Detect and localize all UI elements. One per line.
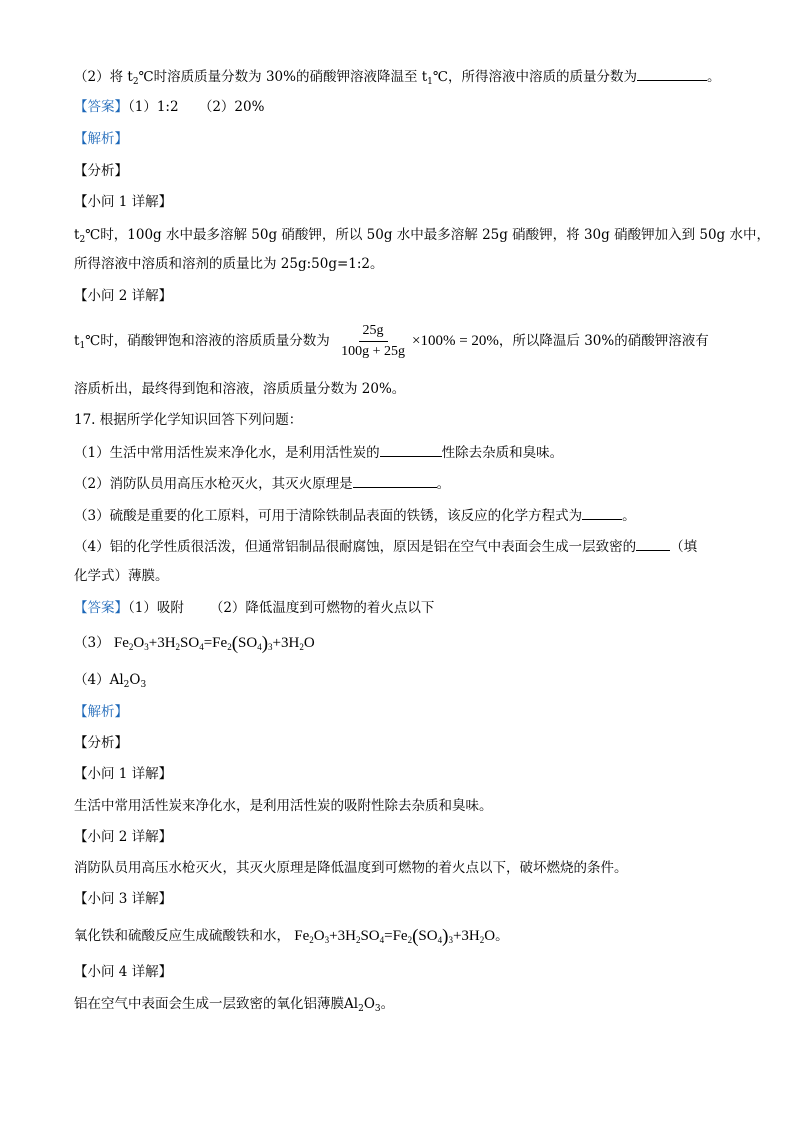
sub4-tag: 【小问 4 详解】 [74, 964, 173, 980]
answer17-al2o3: $(4)Al_2O_3$ [74, 672, 147, 690]
analysis-tag: 【分析】 [74, 163, 128, 179]
q17-part2: （2）消防队员用高压水枪灭火，其灭火原理是 。 [74, 473, 450, 494]
answer-tag: 【答案】 [74, 99, 128, 115]
sub1-tag: 【小问 1 详解】 [74, 194, 173, 210]
q17-part1: （1）生活中常用活性炭来净化水，是利用活性炭的 性除去杂质和臭味。 [74, 442, 563, 463]
sub1-tag: 【小问 1 详解】 [74, 766, 173, 782]
chemical-equation: $Fe_2O_3+3H_2SO_4=Fe_2(SO_4)_3+3H_2O$ [294, 926, 496, 947]
answer-blank [582, 505, 622, 520]
explain-tag: 【解析】 [74, 704, 128, 720]
q17-detail3: 氧化铁和硫酸反应生成硫酸铁和水， $Fe_2O_3+3H_2SO_4=Fe_2(SO_4)_3+3H_2O$。 [74, 926, 509, 947]
sub2-tag: 【小问 2 详解】 [74, 829, 173, 845]
q17-detail2: 消防队员用高压水枪灭火，其灭火原理是降低温度到可燃物的着火点以下，破坏燃烧的条件。 [74, 860, 628, 876]
sub2-tag: 【小问 2 详解】 [74, 288, 173, 304]
q17-part3: （3）硫酸是重要的化工原料，可用于清除铁制品表面的铁锈，该反应的化学方程式为 。 [74, 505, 636, 526]
q17-part4-line2: 化学式）薄膜。 [74, 568, 169, 584]
explain-tag: 【解析】 [74, 131, 128, 147]
sub3-tag: 【小问 3 详解】 [74, 891, 173, 907]
answer-blank [637, 66, 707, 81]
chemical-equation: $Fe_2O_3+3H_2SO_4=Fe_2(SO_4)_3+3H_2O$ [113, 633, 315, 654]
q17-part4-line1: （4）铝的化学性质很活泼，但通常铝制品很耐腐蚀，原因是铝在空气中表面会生成一层致密的 （填 [74, 536, 697, 557]
answer-blank [353, 473, 437, 488]
answer-17: 【答案】（1）吸附 （2）降低温度到可燃物的着火点以下 [74, 600, 435, 616]
q16-detail2-line2: 溶质析出，最终得到饱和溶液，溶质质量分数为 20%。 [74, 381, 406, 397]
answer-16: 【答案】（1）1:2 （2）20% [74, 99, 265, 115]
answer17-eq: （3） $Fe_2O_3+3H_2SO_4=Fe_2(SO_4)_3+3H_2O$ [74, 633, 315, 654]
answer-blank [380, 442, 442, 457]
answer-tag: 【答案】 [74, 600, 128, 616]
q17-detail4: 铝在空气中表面会生成一层致密的氧化铝薄膜$Al_2O_3$。 [74, 996, 395, 1014]
q16-part2: （2）将 $t_2℃$时溶质质量分数为 30%的硝酸钾溶液降温至 $t_1℃$，所得溶液中溶质的质量分数为 。 [74, 66, 721, 87]
q17-stem: 17. 根据所学化学知识回答下列问题： [74, 412, 303, 428]
q16-detail1-line1: $t_2℃$时，100g 水中最多溶解 50g 硝酸钾，所以 50g 水中最多溶解 25g 硝酸钾，将 30g 硝酸钾加入到 50g 水中， [74, 227, 770, 245]
answer-blank [636, 536, 670, 551]
q17-detail1: 生活中常用活性炭来净化水，是利用活性炭的吸附性除去杂质和臭味。 [74, 798, 493, 814]
q16-detail2-line1: $t_1℃$时，硝酸钾饱和溶液的溶质质量分数为 $\frac{25g}{100g + 25g}$ ×100% = 20%，所以降温后 30%的硝酸钾溶液有 [74, 323, 709, 359]
fraction: $\frac{25g}{100g + 25g}$ [341, 323, 405, 359]
analysis-tag: 【分析】 [74, 735, 128, 751]
q16-detail1-line2: 所得溶液中溶质和溶剂的质量比为 25g:50g=1:2。 [74, 256, 384, 272]
